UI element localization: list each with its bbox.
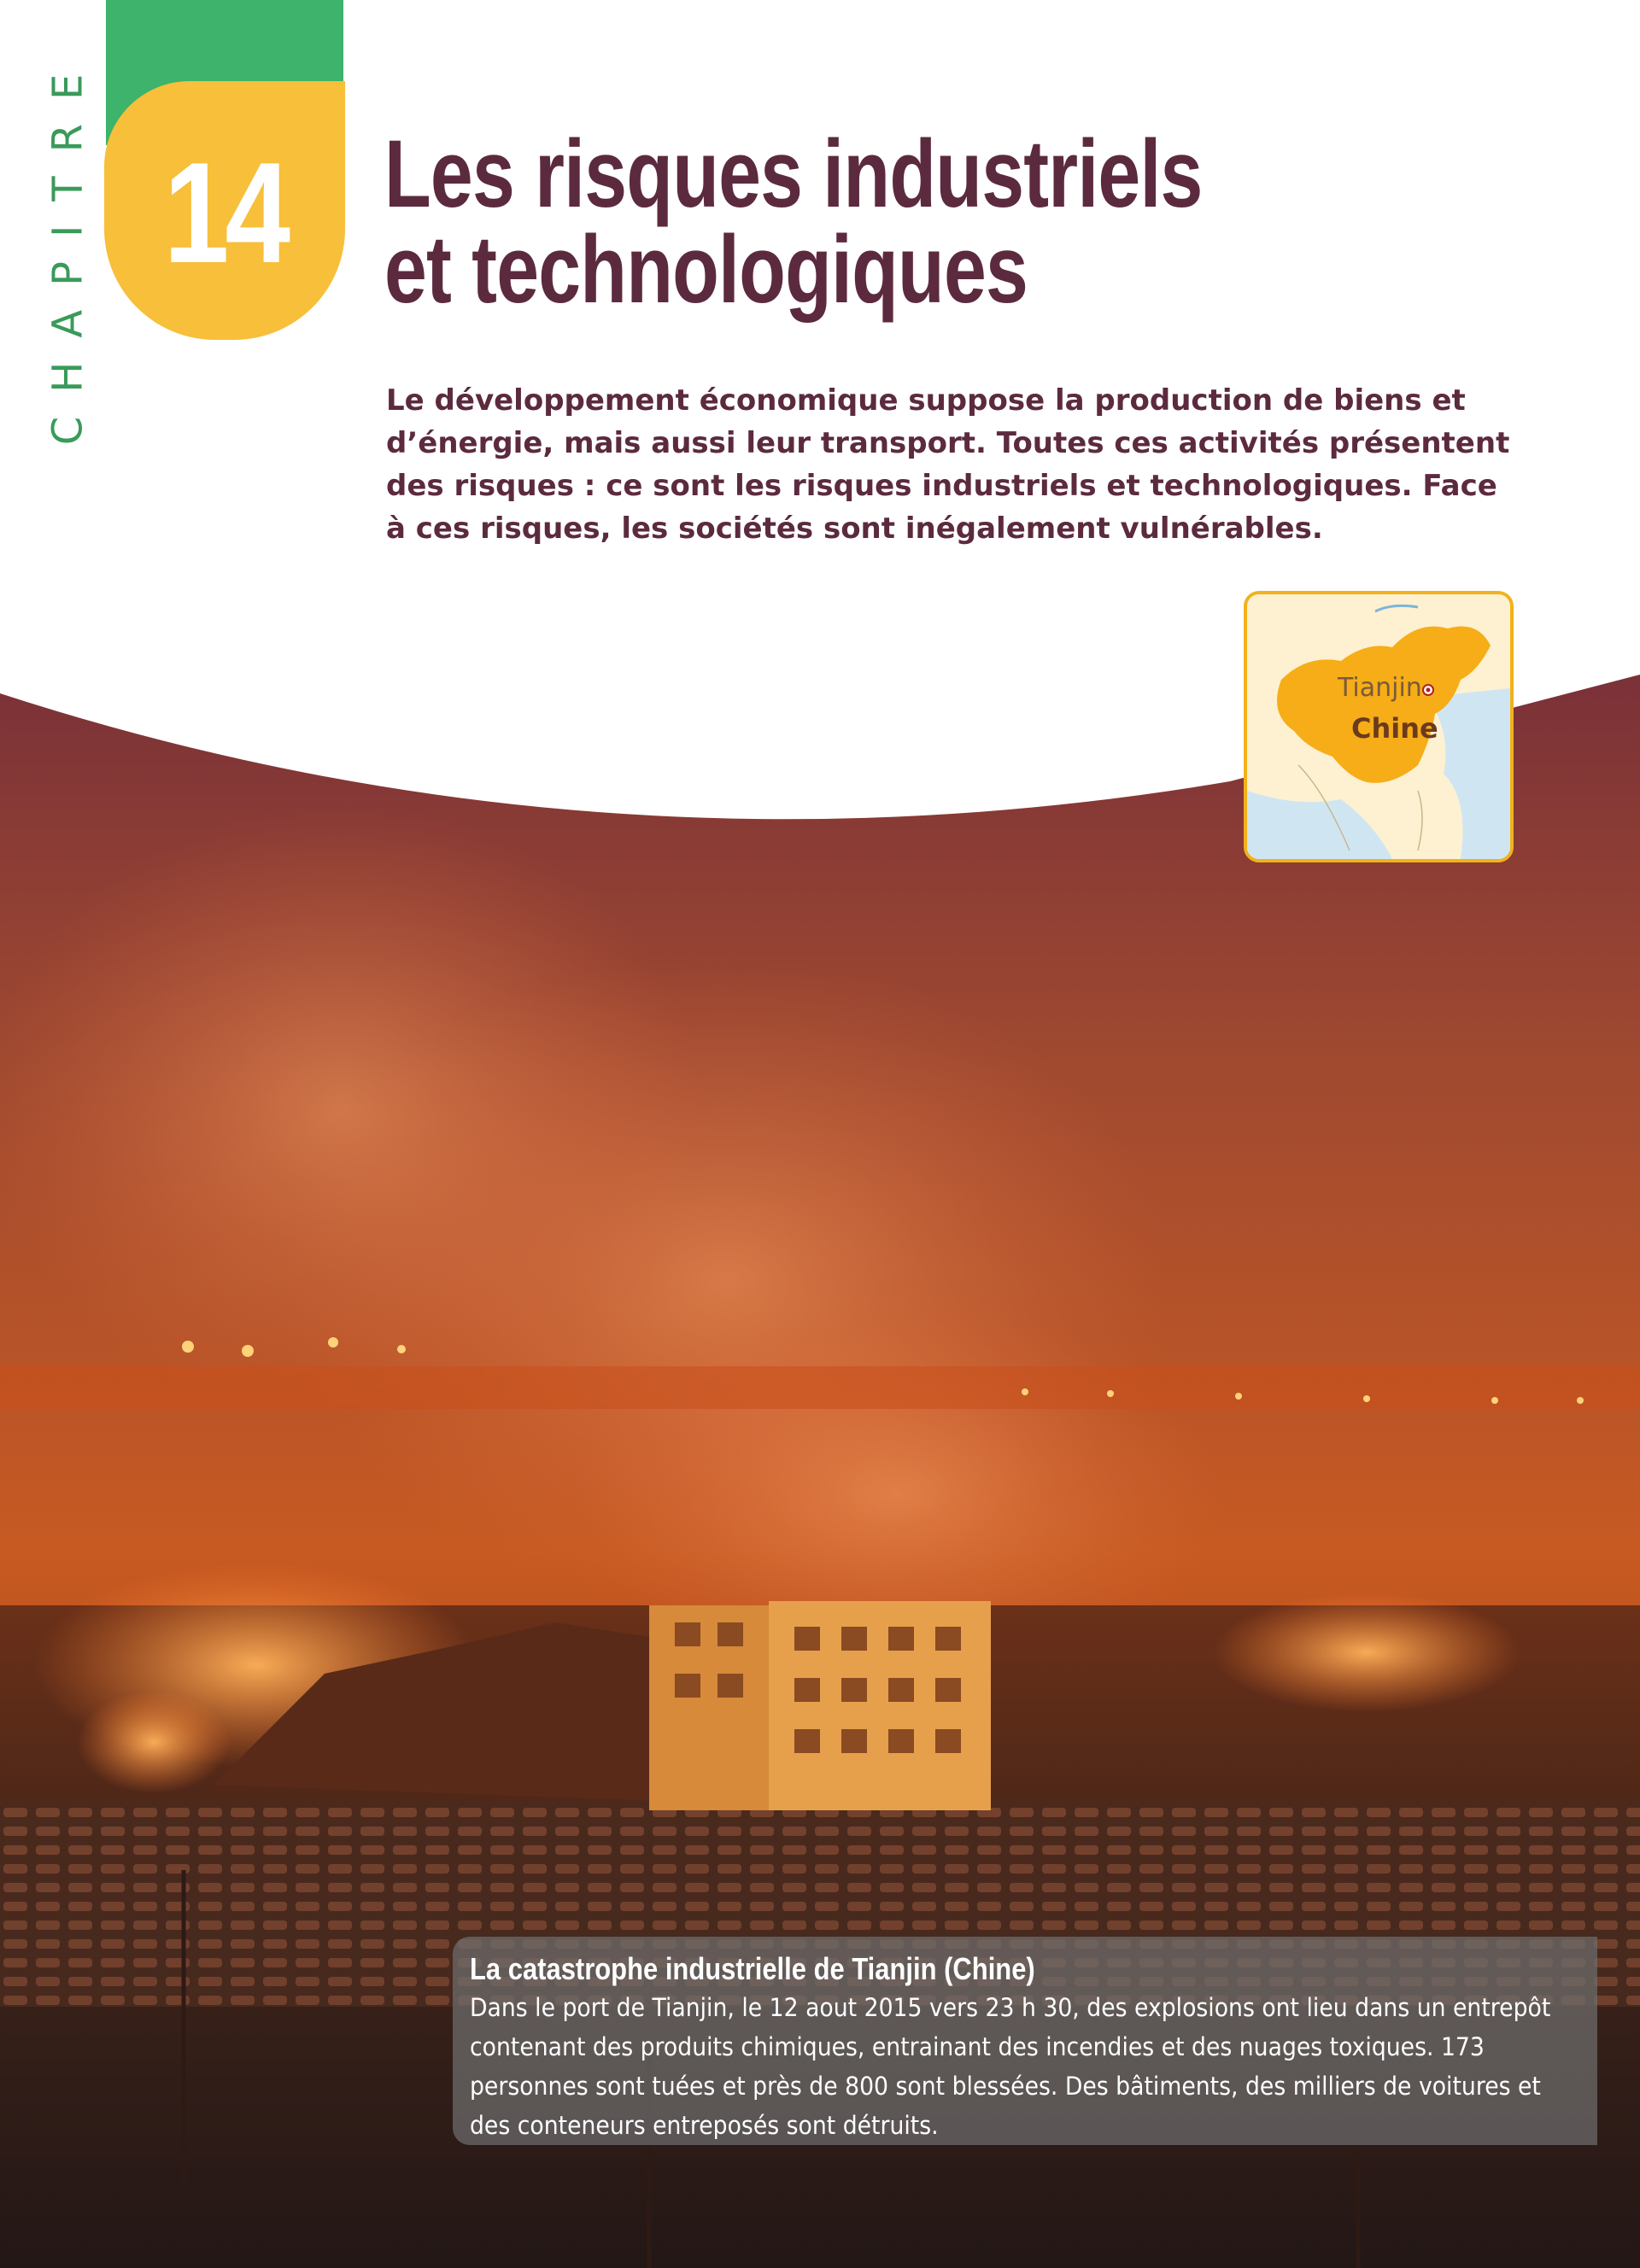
title-line-1: Les risques industriels (384, 120, 1203, 227)
caption-body: Dans le port de Tianjin, le 12 aout 2015 vers 23 h 30, des explosions ont lieu dans un entrepôt contenant des produits chimiques, entrainant des incendies et des nuages toxiques. 173 personnes sont tuées et près de 800 sont blessées. Des bâtiments, des milliers de voitures et des conteneurs entreposés sont détruits. (470, 1993, 1551, 2140)
page-title (384, 120, 1203, 323)
chapter-label (44, 50, 92, 446)
chapter-label-text: CHAPITRE (44, 50, 92, 446)
chapter-number-badge (104, 81, 345, 340)
intro-paragraph: Le développement économique suppose la production de biens et d’énergie, mais aussi leur transport. Toutes ces activités présentent des risques : ce sont les risques industriels et technologiques. Face à ces risques, les sociétés sont inégalement vulnérables. (386, 383, 1510, 546)
photo-caption (453, 1937, 1597, 2145)
map-country-label: Chine (1351, 712, 1438, 745)
chapter-number: 14 (163, 132, 286, 293)
title-line-2: et technologiques (384, 216, 1028, 323)
map-city-label: Tianjin (1338, 673, 1422, 703)
caption-title: La catastrophe industrielle de Tianjin (Chine) (470, 1951, 1035, 1986)
locator-map (1244, 591, 1514, 862)
